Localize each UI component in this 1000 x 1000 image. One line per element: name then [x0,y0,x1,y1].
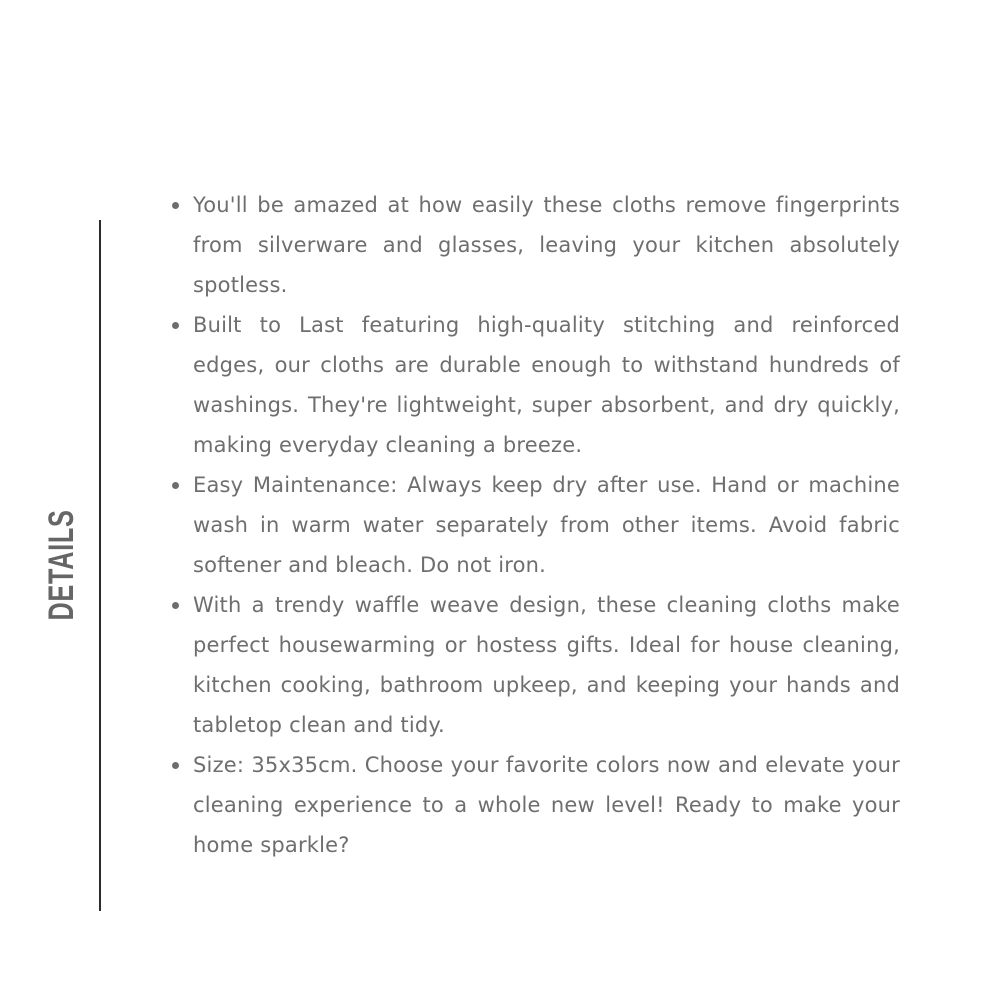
list-item-text: Built to Last featuring high-quality stitching and reinforced edges, our cloths are durable enough to withstand hundreds of washings. They're lightweight, super absorbent, and dry quickly, making everyday cleaning a breeze. [193,313,900,457]
list-item-text: You'll be amazed at how easily these cloths remove fingerprints from silverware and glasses, leaving your kitchen absolutely spotless. [193,193,900,297]
list-item [193,585,900,745]
list-item-text: Size: 35x35cm. Choose your favorite colors now and elevate your cleaning experience to a whole new level! Ready to make your home sparkle? [193,753,900,857]
bullet-icon [172,762,179,769]
list-item [193,185,900,305]
list-item [193,465,900,585]
list-item-text: Easy Maintenance: Always keep dry after use. Hand or machine wash in warm water separately from other items. Avoid fabric softener and bleach. Do not iron. [193,473,900,577]
list-item-text: With a trendy waffle weave design, these cleaning cloths make perfect housewarming or hostess gifts. Ideal for house cleaning, kitchen cooking, bathroom upkeep, and keeping your hands and tabletop clean and tidy. [193,593,900,737]
section-title: DETAILS [42,509,81,621]
bullet-icon [172,202,179,209]
bullet-icon [172,602,179,609]
vertical-divider [99,220,101,911]
bullet-icon [172,482,179,489]
list-item [193,745,900,865]
bullet-icon [172,322,179,329]
list-item [193,305,900,465]
details-list [193,185,900,865]
